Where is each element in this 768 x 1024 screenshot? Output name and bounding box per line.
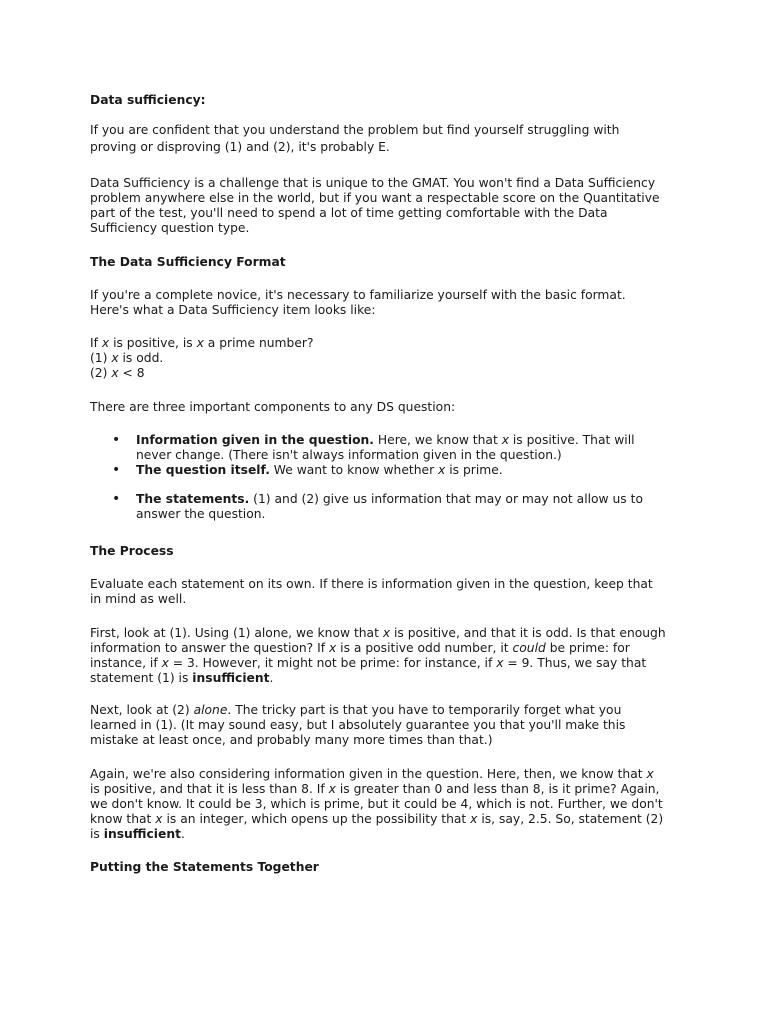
components-intro: There are three important components to any DS question: [90,400,456,414]
paragraph-line: Evaluate each statement on its own. If there is information given in the question, keep that [90,577,653,591]
example-statement-2: (2) x < 8 [90,366,145,380]
list-item: • The statements. (1) and (2) give us information that may or may not allow us to answer the question. [112,492,690,522]
example-question-line: If x is positive, is x a prime number? [90,336,314,350]
paragraph-line: know that x is an integer, which opens up the possibility that x is, say, 2.5. So, statement (2) [90,812,664,826]
paragraph-line: Next, look at (2) alone. The tricky part is that you have to temporarily forget what you [90,703,622,717]
novice-paragraph [90,288,690,318]
paragraph-line: we don't know. It could be 3, which is prime, but it could be 4, which is not. Further, we don't [90,797,663,811]
components-list [112,433,690,522]
process-paragraph [90,577,690,607]
paragraph-line: Sufficiency question type. [90,221,250,235]
paragraph-line: learned in (1). (It may sound easy, but I absolutely guarantee you that you'll make this [90,718,626,732]
gmat-paragraph [90,176,690,236]
statement-1-paragraph [90,626,690,686]
document-title: Data sufficiency: [90,93,206,107]
intro-paragraph [90,123,690,155]
list-item: • The question itself. We want to know whether x is prime. [112,463,690,478]
paragraph-line: is insufficient. [90,827,185,841]
example-statement-1: (1) x is odd. [90,351,164,365]
paragraph-line: statement (1) is insufficient. [90,671,274,685]
paragraph-line: in mind as well. [90,592,187,606]
paragraph-line: information to answer the question? If x is a positive odd number, it could be prime: for [90,641,630,655]
heading-format: The Data Sufficiency Format [90,255,286,269]
paragraph-line: is positive, and that it is less than 8. If x is greater than 0 and less than 8, is it prime? Again, [90,782,660,796]
paragraph-line: instance, if x = 3. However, it might not be prime: for instance, if x = 9. Thus, we say that [90,656,647,670]
example-question [90,336,690,381]
paragraph-line: First, look at (1). Using (1) alone, we know that x is positive, and that it is odd. Is that enough [90,626,666,640]
heading-process: The Process [90,544,174,558]
paragraph-line: problem anywhere else in the world, but if you want a respectable score on the Quantitative [90,191,660,205]
paragraph-line: Here's what a Data Sufficiency item looks like: [90,303,376,317]
paragraph-line: Again, we're also considering information given in the question. Here, then, we know that x [90,767,654,781]
list-item: • Information given in the question. Here, we know that x is positive. That will never change. (There isn't always information given in the question.) [112,433,690,463]
intro-line: If you are confident that you understand the problem but find yourself struggling with [90,123,620,137]
paragraph-line: If you're a complete novice, it's necessary to familiarize yourself with the basic format. [90,288,626,302]
question-info-paragraph [90,767,690,842]
heading-together: Putting the Statements Together [90,860,319,874]
paragraph-line: part of the test, you'll need to spend a lot of time getting comfortable with the Data [90,206,608,220]
statement-2-paragraph [90,703,690,748]
intro-line: proving or disproving (1) and (2), it's probably E. [90,140,390,154]
paragraph-line: mistake at least once, and probably many more times than that.) [90,733,493,747]
paragraph-line: Data Sufficiency is a challenge that is unique to the GMAT. You won't find a Data Sufficiency [90,176,656,190]
